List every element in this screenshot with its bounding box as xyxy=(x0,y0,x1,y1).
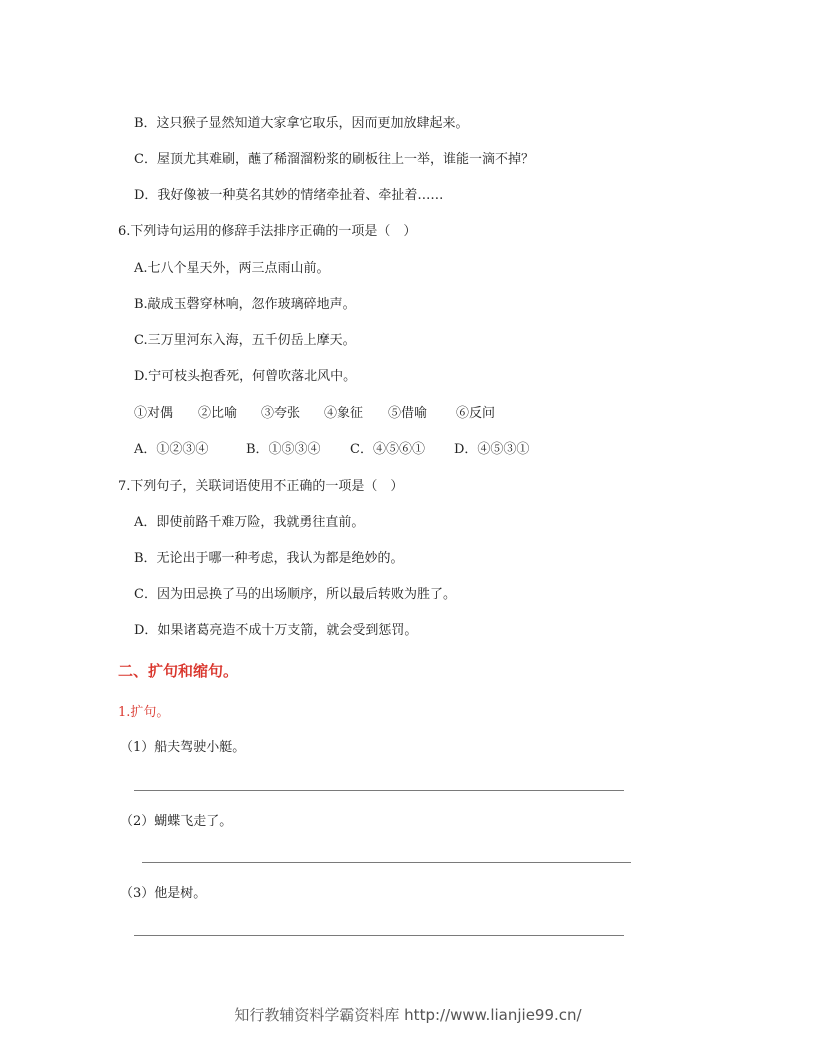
footer-watermark: 知行教辅资料学霸资料库 http://www.lianjie99.cn/ xyxy=(234,1006,582,1024)
q6-line-b: B.敲成玉磬穿林响，忽作玻璃碎地声。 xyxy=(134,297,356,312)
device-item: ④象征 xyxy=(324,406,364,421)
q7-stem: 7.下列句子，关联词语使用不正确的一项是（ ） xyxy=(118,479,404,494)
answer-line-1[interactable] xyxy=(134,790,624,791)
q7-option-c: C．因为田忌换了马的出场顺序，所以最后转败为胜了。 xyxy=(134,587,456,602)
q6-line-d: D.宁可枝头抱香死，何曾吹落北风中。 xyxy=(134,369,357,384)
answer-line-3[interactable] xyxy=(134,935,624,936)
q6-choice-a: A．①②③④ xyxy=(134,442,209,457)
expand-item-1: （1）船夫驾驶小艇。 xyxy=(120,740,246,755)
answer-line-2[interactable] xyxy=(142,862,631,863)
q7-option-a: A．即使前路千难万险，我就勇往直前。 xyxy=(134,515,365,530)
device-item: ⑥反问 xyxy=(456,406,496,421)
q5-option-b: B．这只猴子显然知道大家拿它取乐，因而更加放肆起来。 xyxy=(134,116,469,131)
q6-line-a: A.七八个星天外，两三点雨山前。 xyxy=(134,261,330,276)
section2-sub1: 1.扩句。 xyxy=(118,705,170,720)
q6-line-c: C.三万里河东入海，五千仞岳上摩天。 xyxy=(134,333,356,348)
q7-option-d: D．如果诸葛亮造不成十万支箭，就会受到惩罚。 xyxy=(134,623,418,638)
q5-option-d: D．我好像被一种莫名其妙的情绪牵扯着、牵扯着…… xyxy=(134,188,444,203)
q6-choice-list xyxy=(134,441,529,459)
device-item: ①对偶 xyxy=(134,406,174,421)
device-item: ②比喻 xyxy=(198,406,238,421)
q6-stem: 6.下列诗句运用的修辞手法排序正确的一项是（ ） xyxy=(118,224,417,239)
q7-option-b: B．无论出于哪一种考虑，我认为都是绝妙的。 xyxy=(134,551,404,566)
device-item: ③夸张 xyxy=(261,406,301,421)
q5-option-c: C．屋顶尤其难刷，蘸了稀溜溜粉浆的刷板往上一举，谁能一滴不掉？ xyxy=(134,152,534,167)
q6-device-list xyxy=(134,405,495,423)
section2-heading: 二、扩句和缩句。 xyxy=(118,662,239,680)
expand-item-3: （3）他是树。 xyxy=(120,886,207,901)
device-item: ⑤借喻 xyxy=(388,406,428,421)
q6-choice-d: D．④⑤③① xyxy=(454,442,530,457)
expand-item-2: （2）蝴蝶飞走了。 xyxy=(120,814,233,829)
q6-choice-c: C．④⑤⑥① xyxy=(350,442,425,457)
q6-choice-b: B．①⑤③④ xyxy=(246,442,321,457)
